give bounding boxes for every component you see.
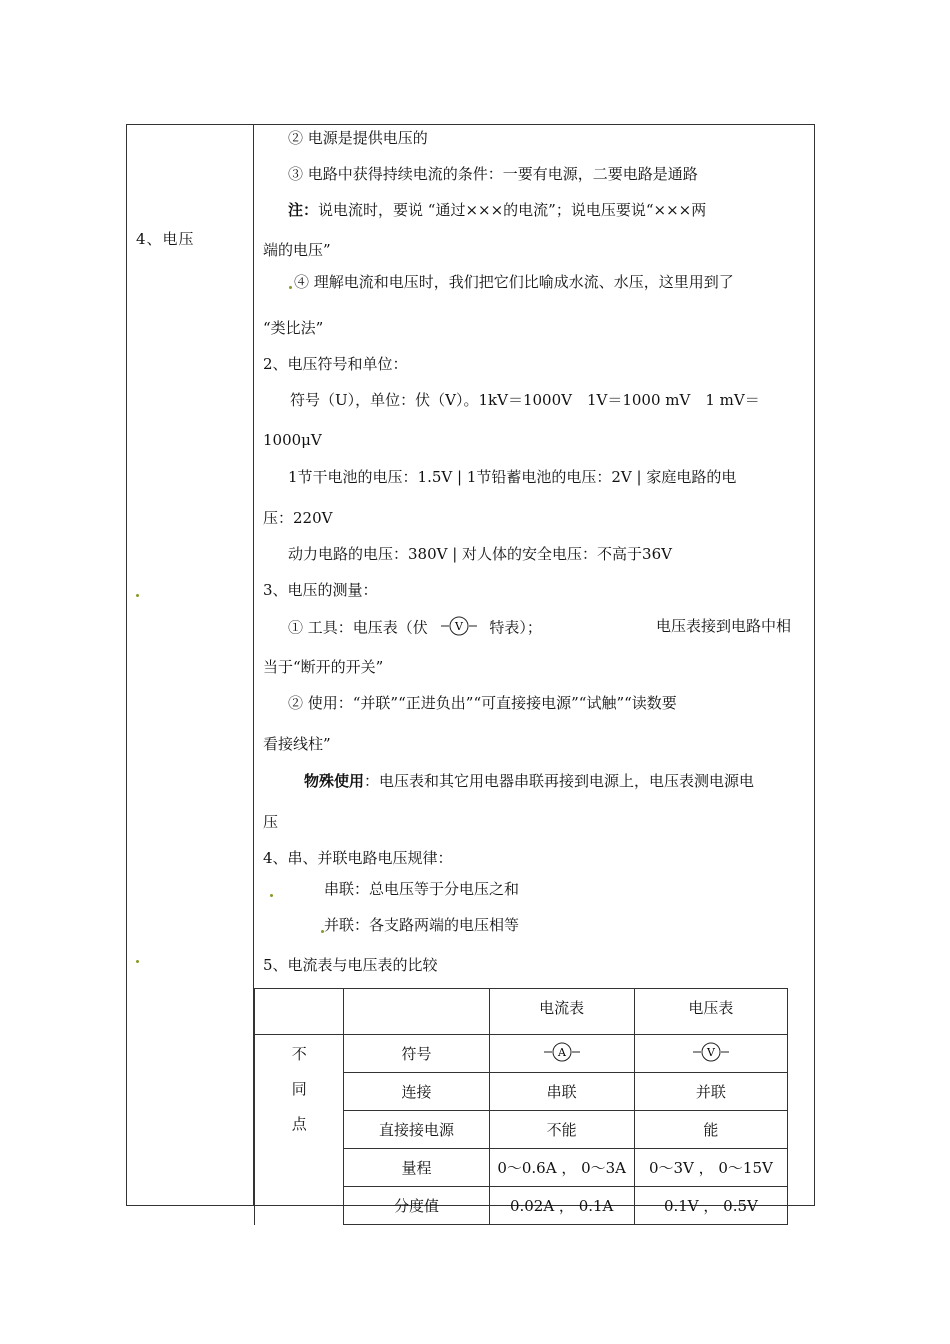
text-line: 动力电路的电压：380V | 对人体的安全电压：不高于36V bbox=[288, 545, 672, 563]
voltmeter-symbol-cell bbox=[634, 1035, 787, 1073]
text-line: 压：220V bbox=[263, 509, 333, 527]
text-line: 当于“断开的开关” bbox=[263, 658, 384, 676]
text-line: 1000μV bbox=[263, 431, 322, 449]
ammeter-value: 串联 bbox=[489, 1073, 634, 1111]
ammeter-letter: A bbox=[557, 1045, 566, 1059]
text-line: 1节干电池的电压：1.5V | 1节铅蓄电池的电压：2V | 家庭电路的电 bbox=[288, 468, 737, 486]
comparison-table bbox=[254, 988, 788, 1225]
text-line: 并联：各支路两端的电压相等 bbox=[324, 916, 520, 934]
tool-text: ① 工具：电压表（伏 bbox=[288, 618, 428, 637]
group-char: 同 bbox=[291, 1080, 307, 1098]
stray-dot bbox=[270, 894, 273, 897]
note-text: 说电流时，要说 “通过×××的电流”；说电压要说“×××两 bbox=[318, 201, 707, 219]
text-line: 3、电压的测量： bbox=[263, 581, 378, 599]
text-line: 2、电压符号和单位： bbox=[263, 355, 408, 373]
header-cell bbox=[255, 989, 344, 1035]
svg-text:V: V bbox=[454, 620, 463, 633]
text-line: ② 使用：“并联”“正进负出”“可直接接电源”“试触”“读数要 bbox=[288, 694, 677, 712]
header-ammeter: 电流表 bbox=[489, 989, 634, 1035]
header-cell bbox=[344, 989, 489, 1035]
voltmeter-icon bbox=[441, 616, 477, 641]
group-label-cell bbox=[255, 1035, 344, 1225]
voltmeter-value: 0～3V ， 0～15V bbox=[634, 1149, 787, 1187]
ammeter-value: 0～0.6A ， 0～3A bbox=[489, 1149, 634, 1187]
text-line: ② 电源是提供电压的 bbox=[288, 129, 428, 147]
voltmeter-icon bbox=[693, 1042, 729, 1066]
row-label: 直接接电源 bbox=[344, 1111, 489, 1149]
text-line: 电压表接到电路中相 bbox=[656, 617, 792, 635]
special-label: 物殊使用 bbox=[304, 772, 365, 790]
header-voltmeter: 电压表 bbox=[634, 989, 787, 1035]
text-line: 5、电流表与电压表的比较 bbox=[263, 956, 438, 974]
group-char: 不 bbox=[291, 1045, 307, 1063]
row-label: 量程 bbox=[344, 1149, 489, 1187]
row-label: 连接 bbox=[344, 1073, 489, 1111]
text-line: 符号（U），单位：伏（V）。1kV＝1000V 1V＝1000 mV 1 mV＝ bbox=[290, 391, 760, 409]
voltmeter-value: 能 bbox=[634, 1111, 787, 1149]
stray-dot bbox=[136, 960, 139, 963]
section-label: 4、电压 bbox=[136, 230, 195, 248]
text-line bbox=[288, 200, 706, 220]
text-line: 串联：总电压等于分电压之和 bbox=[324, 880, 520, 898]
stray-dot bbox=[289, 286, 292, 289]
voltmeter-letter: V bbox=[706, 1045, 715, 1059]
stray-dot bbox=[136, 594, 139, 597]
text-line: 4、串、并联电路电压规律： bbox=[263, 849, 453, 867]
text-line: ③ 电路中获得持续电流的条件：一要有电源，二要电路是通路 bbox=[288, 165, 698, 183]
text-line: 压 bbox=[263, 813, 279, 831]
table-header-row bbox=[255, 989, 788, 1035]
tool-text: 特表）； bbox=[489, 618, 542, 637]
row-label: 分度值 bbox=[344, 1187, 489, 1225]
text-line bbox=[288, 616, 542, 641]
text-line: 看接线柱” bbox=[263, 735, 331, 753]
row-label: 符号 bbox=[344, 1035, 489, 1073]
note-label: 注： bbox=[288, 201, 319, 219]
group-char: 点 bbox=[291, 1115, 307, 1133]
ammeter-value: 不能 bbox=[489, 1111, 634, 1149]
special-text: ：电压表和其它用电器串联再接到电源上，电压表测电源电 bbox=[364, 772, 755, 790]
voltmeter-value: 并联 bbox=[634, 1073, 787, 1111]
text-line bbox=[304, 771, 754, 791]
ammeter-symbol-cell bbox=[489, 1035, 634, 1073]
ammeter-icon bbox=[544, 1042, 580, 1066]
text-line: 端的电压” bbox=[263, 241, 331, 259]
table-row bbox=[255, 1035, 788, 1073]
voltmeter-value: 0.1V ， 0.5V bbox=[634, 1187, 787, 1225]
text-line: “类比法” bbox=[263, 319, 324, 337]
ammeter-value: 0.02A ， 0.1A bbox=[489, 1187, 634, 1225]
text-line: ④ 理解电流和电压时，我们把它们比喻成水流、水压，这里用到了 bbox=[294, 273, 734, 291]
